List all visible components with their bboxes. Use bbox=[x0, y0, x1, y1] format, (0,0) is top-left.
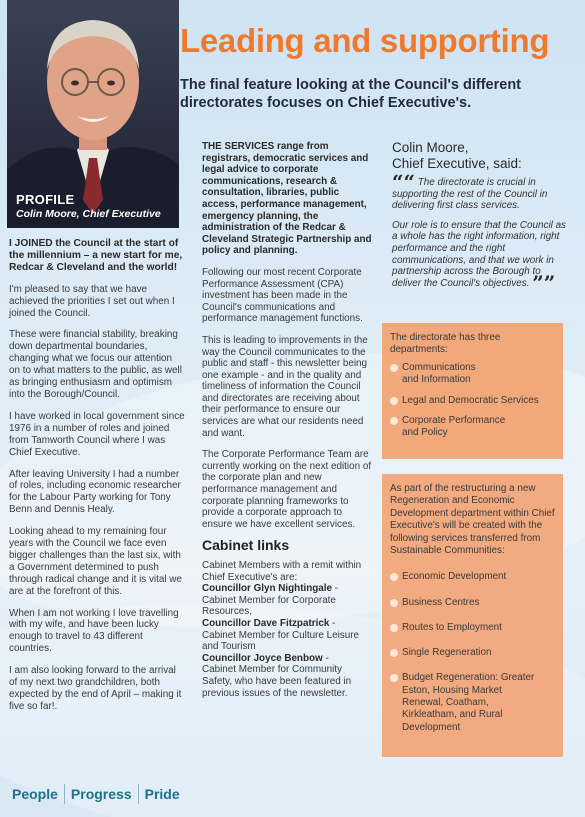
cabinet-member-dash: - bbox=[332, 583, 339, 595]
quote-attribution-name: Colin Moore, bbox=[392, 140, 469, 155]
cabinet-member-role: Cabinet Member for Community Safety, who have been featured in previous issues of the newsletter. bbox=[202, 664, 352, 699]
profile-title: PROFILE bbox=[16, 192, 75, 207]
cabinet-heading: Cabinet links bbox=[202, 537, 290, 554]
column2-paragraph: This is leading to improvements in the way the Council communicates to the public and staff - this newsletter being one example - and in the quality and timeliness of information the Council and directorates are receiving about their performance to ensure our services are what our residents need and want. bbox=[202, 334, 368, 439]
departments-list bbox=[390, 362, 555, 440]
list-item: Routes to Employment bbox=[390, 622, 555, 634]
quote-attribution-role: Chief Executive, said: bbox=[392, 156, 522, 171]
profile-column bbox=[9, 238, 185, 723]
list-item: Communications and Information bbox=[390, 362, 490, 387]
cabinet-member-role: Cabinet Member for Corporate Resources, bbox=[202, 594, 336, 618]
profile-caption bbox=[16, 192, 161, 220]
column1-paragraph: After leaving University I had a number of roles, including economic researcher for the Labour Party working for Tony Benn and Dennis Healy. bbox=[9, 468, 181, 516]
close-quote-icon: ”” bbox=[532, 270, 556, 295]
list-item: Business Centres bbox=[390, 597, 555, 609]
cabinet-intro: Cabinet Members with a remit within Chief Executive's are: bbox=[202, 560, 362, 583]
cabinet-member-dash: - bbox=[322, 652, 329, 664]
column1-lead-paragraph: I JOINED the Council at the start of the millennium – a new start for me, Redcar & Cleveland and the world! bbox=[9, 238, 183, 273]
column1-paragraph: Looking ahead to my remaining four years with the Council we face even bigger challenges than the last six, with a Government determined to push through radical change and it is vital we are at the forefront of this. bbox=[9, 526, 182, 597]
list-item: Single Regeneration bbox=[390, 647, 555, 659]
regeneration-box bbox=[382, 474, 563, 757]
profile-name: Colin Moore, Chief Executive bbox=[16, 208, 161, 220]
regeneration-intro: As part of the restructuring a new Regeneration and Economic Development department within Chief Executive's will be created with the following services transferred from Sustainable Communities: bbox=[390, 483, 555, 557]
footer-item: Pride bbox=[144, 786, 180, 802]
list-item: Budget Regeneration: Greater Eston, Housing Market Renewal, Coatham, Kirkleatham, and Rural Development bbox=[390, 672, 540, 734]
quote-attribution bbox=[392, 140, 577, 172]
standfirst: The final feature looking at the Council's different directorates focuses on Chief Executive's. bbox=[180, 77, 522, 111]
list-item: Corporate Performance and Policy bbox=[390, 415, 518, 440]
column1-paragraph: I have worked in local government since 1976 in a number of roles and joined from Tamworth Council where I was Chief Executive. bbox=[9, 410, 185, 458]
departments-box bbox=[382, 323, 563, 459]
cabinet-member-role: Cabinet Member for Culture Leisure and Tourism bbox=[202, 629, 359, 653]
footer-divider bbox=[138, 784, 139, 804]
footer-item: People bbox=[12, 786, 58, 802]
cabinet-member-name: Councillor Joyce Benbow bbox=[202, 652, 323, 664]
cabinet-member-name: Councillor Dave Fitzpatrick bbox=[202, 617, 330, 629]
pull-quote bbox=[392, 170, 567, 297]
column1-paragraph: I'm pleased to say that we have achieved the priorities I set out when I joined the Council. bbox=[9, 283, 175, 319]
quote-paragraph: The directorate is crucial in supporting the rest of the Council in delivering first class services. bbox=[392, 177, 548, 212]
column1-paragraph: I am also looking forward to the arrival of my next two grandchildren, both expected by the end of April – making it five so far!. bbox=[9, 665, 182, 712]
cabinet-member bbox=[202, 653, 374, 699]
page-title: Leading and supporting bbox=[180, 22, 550, 59]
list-item: Economic Development bbox=[390, 571, 555, 583]
column2-lead-paragraph: THE SERVICES range from registrars, democratic services and legal advice to corporate communications, research & consultation, libraries, public access, performance management, emergency planning, the administration of the Redcar & Cleveland Strategic Partnership and policy and planning. bbox=[202, 141, 372, 257]
cabinet-member-dash: - bbox=[329, 617, 336, 629]
regeneration-list bbox=[390, 571, 555, 734]
footer-divider bbox=[64, 784, 65, 804]
profile-photo bbox=[7, 0, 179, 228]
footer-tagline bbox=[12, 782, 180, 806]
column1-paragraph: These were financial stability, breaking down departmental boundaries, changing what we focus our attention on to what matters to the public, as well as bringing enthusiasm and optimism into the Borough/Council. bbox=[9, 329, 182, 400]
quote-paragraph: Our role is to ensure that the Council as a whole has the right information, right performance and the right communications, and that we work in partnership across the Borough to deliver the Council's objectives. bbox=[392, 219, 566, 289]
column2-paragraph: The Corporate Performance Team are currently working on the next edition of the corporate plan and new performance management and corporate planning frameworks to provide a corporate approach to ensure we have excellent services. bbox=[202, 449, 372, 530]
list-item: Legal and Democratic Services bbox=[390, 395, 555, 407]
footer-item: Progress bbox=[70, 786, 132, 802]
services-column bbox=[202, 141, 374, 699]
column1-paragraph: When I am not working I love travelling with my wife, and have been lucky enough to travel to 43 different countries. bbox=[9, 607, 179, 655]
open-quote-icon: ““ bbox=[392, 170, 416, 194]
column2-paragraph: Following our most recent Corporate Performance Assessment (CPA) investment has been made in the Council's communications and performance management functions. bbox=[202, 266, 363, 325]
departments-intro: The directorate has three departments: bbox=[390, 332, 501, 356]
cabinet-member bbox=[202, 583, 374, 618]
cabinet-member-name: Councillor Glyn Nightingale bbox=[202, 583, 333, 595]
cabinet-member bbox=[202, 618, 374, 653]
